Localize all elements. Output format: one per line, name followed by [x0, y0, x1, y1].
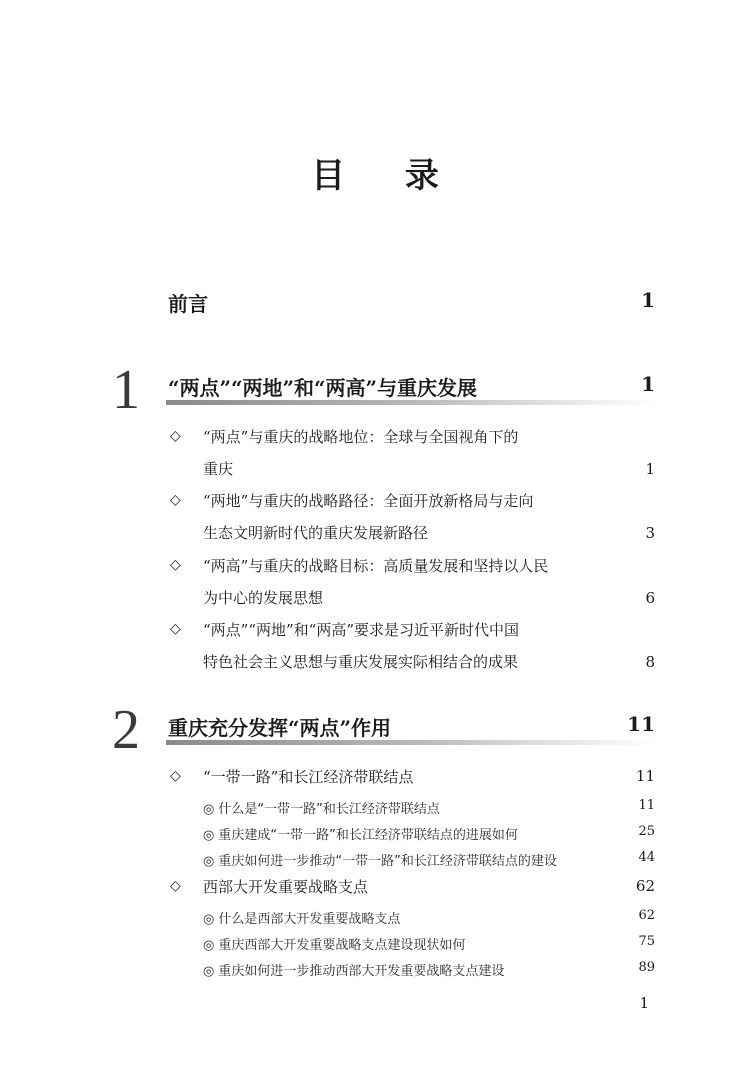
chapter-underline	[166, 740, 660, 745]
subsection-title[interactable]	[203, 850, 557, 869]
section-title-cont[interactable]: 为中心的发展思想	[203, 589, 324, 607]
section-title[interactable]: “两高”与重庆的战略目标：高质量发展和坚持以人民	[203, 557, 549, 575]
subsection-label: 重庆西部大开发重要战略支点建设现状如何	[218, 938, 466, 953]
preface-label[interactable]: 前言	[168, 292, 208, 316]
diamond-bullet-icon: ◇	[170, 621, 181, 637]
subsection-label: 重庆如何进一步推动西部大开发重要战略支点建设	[218, 964, 505, 979]
subsection-title[interactable]	[203, 798, 440, 817]
section-page: 8	[645, 653, 655, 671]
chapter-number: 1	[112, 359, 140, 421]
section-title[interactable]: 西部大开发重要战略支点	[203, 878, 369, 896]
subsection-page: 89	[638, 960, 655, 975]
subsection-title[interactable]	[203, 960, 504, 979]
chapter-underline	[166, 400, 660, 405]
section-title[interactable]: “两点”与重庆的战略地位：全球与全国视角下的	[203, 428, 519, 446]
diamond-bullet-icon: ◇	[170, 768, 181, 784]
chapter-page: 1	[641, 372, 655, 396]
section-title[interactable]: “一带一路”和长江经济带联结点	[203, 768, 414, 786]
section-title-cont[interactable]: 重庆	[203, 460, 234, 478]
section-title[interactable]: “两点”“两地”和“两高”要求是习近平新时代中国	[203, 621, 520, 639]
chapter-title[interactable]: “两点”“两地”和“两高”与重庆发展	[168, 376, 478, 400]
subsection-page: 62	[638, 908, 655, 923]
diamond-bullet-icon: ◇	[170, 492, 181, 508]
section-page: 3	[645, 524, 655, 542]
section-page: 6	[645, 589, 655, 607]
section-title-cont[interactable]: 特色社会主义思想与重庆发展实际相结合的成果	[203, 653, 519, 671]
chapter-number: 2	[112, 699, 140, 761]
circle-bullet-icon: ◎	[203, 828, 215, 843]
circle-bullet-icon: ◎	[203, 912, 215, 927]
diamond-bullet-icon: ◇	[170, 428, 181, 444]
subsection-label: 什么是“一带一路”和长江经济带联结点	[218, 802, 440, 817]
circle-bullet-icon: ◎	[203, 802, 215, 817]
section-page: 1	[645, 460, 655, 478]
section-page: 11	[635, 767, 655, 785]
section-title-cont[interactable]: 生态文明新时代的重庆发展新路径	[203, 524, 429, 542]
subsection-title[interactable]	[203, 824, 518, 843]
subsection-page: 25	[638, 824, 655, 839]
subsection-title[interactable]	[203, 908, 400, 927]
preface-page: 1	[641, 288, 655, 312]
circle-bullet-icon: ◎	[203, 938, 215, 953]
circle-bullet-icon: ◎	[203, 854, 215, 869]
chapter-page: 11	[627, 712, 655, 736]
chapter-title[interactable]: 重庆充分发挥“两点”作用	[168, 716, 392, 740]
diamond-bullet-icon: ◇	[170, 557, 181, 573]
subsection-title[interactable]	[203, 934, 465, 953]
subsection-page: 75	[638, 934, 655, 949]
diamond-bullet-icon: ◇	[170, 878, 181, 894]
page-number: 1	[639, 994, 649, 1012]
section-title[interactable]: “两地”与重庆的战略路径：全面开放新格局与走向	[203, 492, 534, 510]
subsection-label: 重庆建成“一带一路”和长江经济带联结点的进展如何	[218, 828, 518, 843]
section-page: 62	[635, 877, 655, 895]
subsection-page: 44	[638, 850, 655, 865]
subsection-page: 11	[638, 798, 655, 813]
subsection-label: 重庆如何进一步推动“一带一路”和长江经济带联结点的建设	[218, 854, 557, 869]
circle-bullet-icon: ◎	[203, 964, 215, 979]
page-title: 目 录	[311, 156, 463, 196]
subsection-label: 什么是西部大开发重要战略支点	[218, 912, 401, 927]
